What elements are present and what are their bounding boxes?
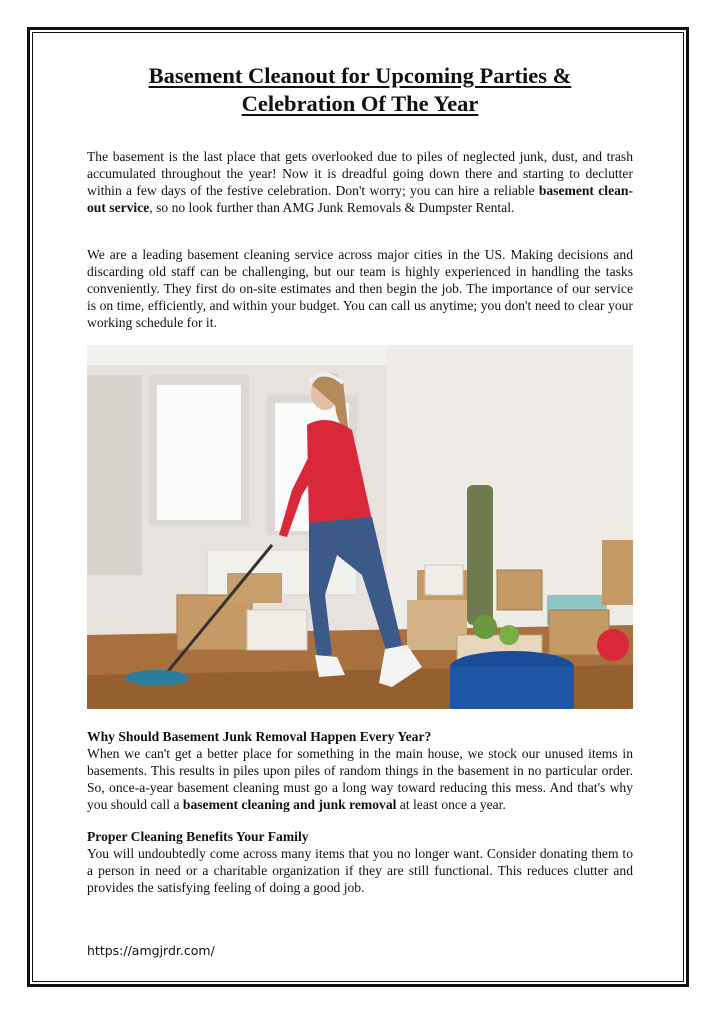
benefits-section [87,828,633,896]
why-section [87,728,633,813]
intro-paragraph [87,148,633,216]
title-line-1: Basement Cleanout for Upcoming Parties & [148,63,572,88]
title-line-2: Celebration Of The Year [241,91,479,116]
why-bold-phrase: basement cleaning and junk removal [182,797,397,812]
why-heading: Why Should Basement Junk Removal Happen Every Year? [87,729,432,744]
why-text: When we can't get a better place for something in the main house, we stock our unused items in basements. This results in piles upon piles of random things in the basement in no particular order. So, once-a-year basement cleaning must go a long way toward reducing this mess. And that's why you should call a [87,746,633,812]
document-title [87,62,633,118]
benefits-text: You will undoubtedly come across many items that you no longer want. Consider donating them to a person in need or a charitable organization if they are still functional. This reduces clutter and provides the satisfying feeling of doing a good job. [87,846,633,895]
why-text-end: at least once a year. [396,797,506,812]
intro-text: The basement is the last place that gets overlooked due to piles of neglected junk, dust, and trash accumulated throughout the year! Now it is dreadful going down there and starting to declutter within a few days of the festive celebration. Don't worry; you can hire a reliable [87,149,633,198]
footer-url-link[interactable]: https://amgjrdr.com/ [87,943,215,958]
about-paragraph: We are a leading basement cleaning service across major cities in the US. Making decisions and discarding old staff can be challenging, but our team is highly experienced in handling the tasks conveniently. They first do on-site estimates and then begin the job. The importance of our service is on time, efficiently, and within your budget. You can call us anytime; you don't need to clear your working schedule for it. [87,247,633,330]
benefits-heading: Proper Cleaning Benefits Your Family [87,829,309,844]
intro-text-end: , so no look further than AMG Junk Removals & Dumpster Rental. [149,200,515,215]
photo-woman-mopping-floor [87,345,633,709]
intro-bold-phrase: basement clean-out service [87,183,633,215]
